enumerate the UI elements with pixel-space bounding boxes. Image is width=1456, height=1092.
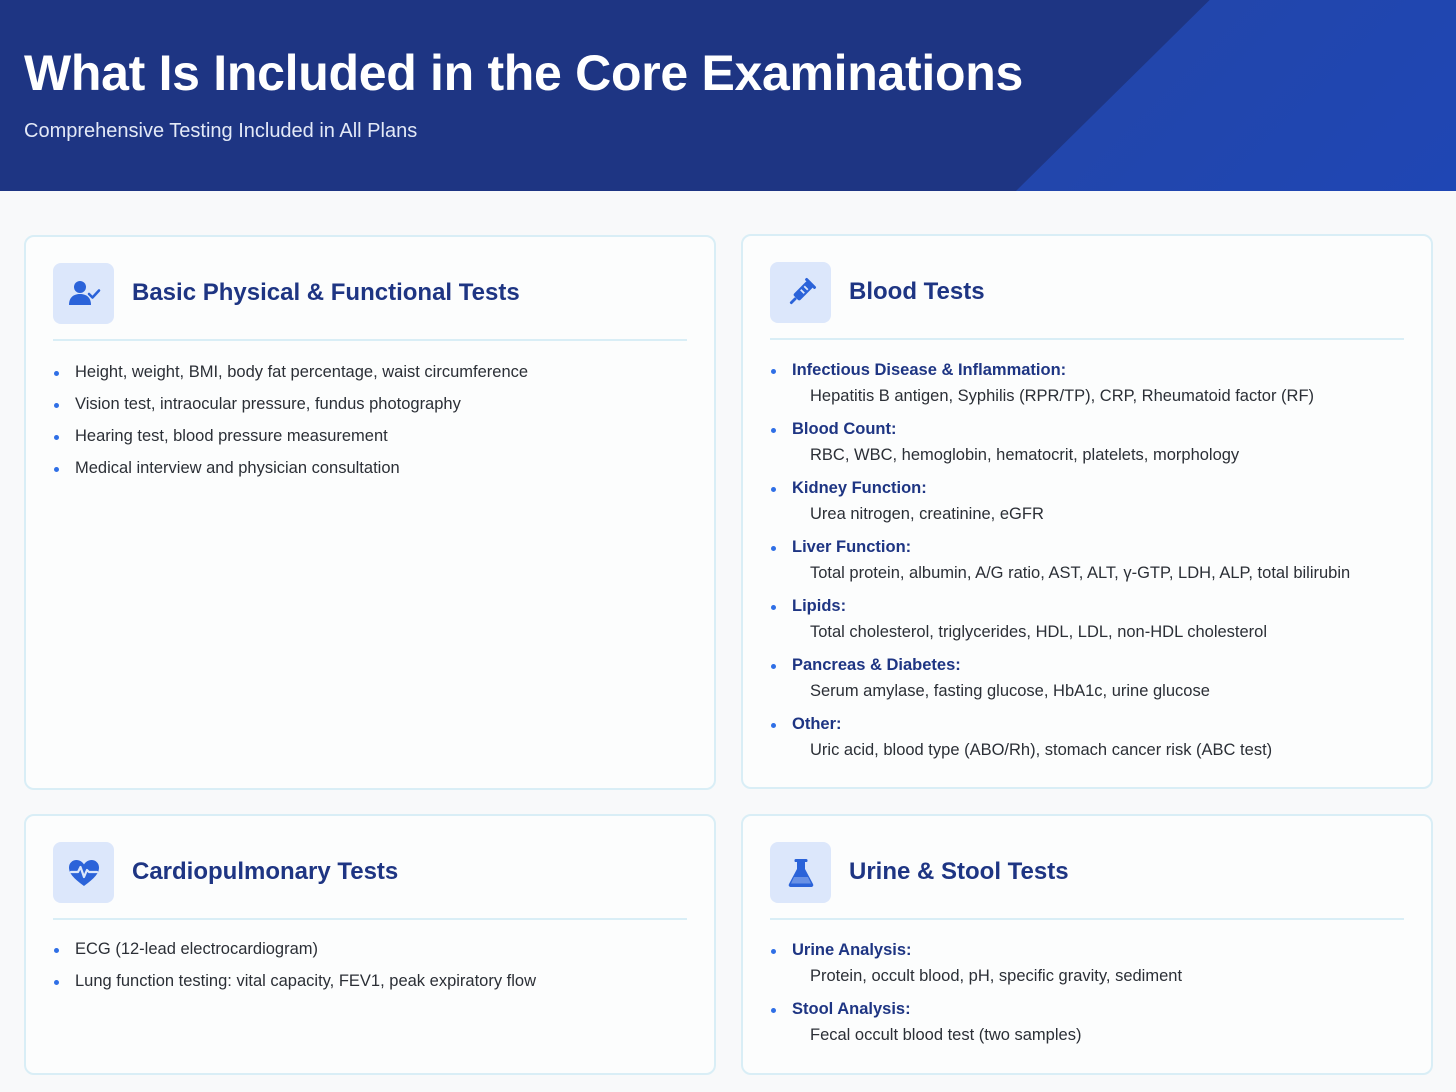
group-items: RBC, WBC, hemoglobin, hematocrit, platelets, morphology <box>810 446 1240 464</box>
user-check-icon <box>53 263 114 324</box>
test-list <box>53 362 694 490</box>
page-header <box>0 0 1456 191</box>
group-items: Urea nitrogen, creatinine, eGFR <box>810 505 1044 523</box>
list-item <box>770 714 1411 773</box>
card-header <box>53 263 687 341</box>
list-item: Vision test, intraocular pressure, fundus photography <box>53 394 694 426</box>
syringe-icon <box>770 262 831 323</box>
list-item: Height, weight, BMI, body fat percentage, waist circumference <box>53 362 694 394</box>
list-item <box>770 360 1411 419</box>
card-basic-physical <box>24 235 716 790</box>
list-item <box>770 419 1411 478</box>
group-items: Serum amylase, fasting glucose, HbA1c, urine glucose <box>810 682 1210 700</box>
list-item <box>770 999 1411 1058</box>
group-label: Stool Analysis: <box>792 1000 911 1018</box>
group-items: Total protein, albumin, A/G ratio, AST, ALT, γ-GTP, LDH, ALP, total bilirubin <box>810 564 1351 582</box>
group-items: Uric acid, blood type (ABO/Rh), stomach cancer risk (ABC test) <box>810 741 1273 759</box>
group-label: Pancreas & Diabetes: <box>792 656 961 674</box>
group-items: Protein, occult blood, pH, specific gravity, sediment <box>810 967 1183 985</box>
group-label: Liver Function: <box>792 538 912 556</box>
group-items: Hepatitis B antigen, Syphilis (RPR/TP), CRP, Rheumatoid factor (RF) <box>810 387 1315 405</box>
card-header <box>770 262 1404 340</box>
heart-pulse-icon <box>53 842 114 903</box>
group-label: Urine Analysis: <box>792 941 912 959</box>
group-label: Other: <box>792 715 842 733</box>
card-title: Blood Tests <box>849 278 985 305</box>
group-items: Fecal occult blood test (two samples) <box>810 1026 1082 1044</box>
card-header <box>53 842 687 920</box>
list-item: Lung function testing: vital capacity, FEV1, peak expiratory flow <box>53 971 694 1003</box>
card-blood-tests <box>741 234 1433 789</box>
group-label: Blood Count: <box>792 420 897 438</box>
card-title: Cardiopulmonary Tests <box>132 858 399 885</box>
card-title: Urine & Stool Tests <box>849 858 1069 885</box>
test-list <box>53 939 694 1003</box>
flask-icon <box>770 842 831 903</box>
card-urine-stool <box>741 814 1433 1075</box>
card-header <box>770 842 1404 920</box>
test-group-list <box>770 940 1411 1058</box>
card-cardiopulmonary <box>24 814 716 1075</box>
list-item <box>770 596 1411 655</box>
list-item <box>770 940 1411 999</box>
card-title: Basic Physical & Functional Tests <box>132 279 520 306</box>
group-label: Infectious Disease & Inflammation: <box>792 361 1067 379</box>
list-item: Hearing test, blood pressure measurement <box>53 426 694 458</box>
header-accent-shape <box>1016 0 1456 191</box>
list-item <box>770 655 1411 714</box>
page-title: What Is Included in the Core Examinations <box>24 45 1023 101</box>
list-item: Medical interview and physician consultation <box>53 458 694 490</box>
test-group-list <box>770 360 1411 773</box>
list-item: ECG (12-lead electrocardiogram) <box>53 939 694 971</box>
list-item <box>770 537 1411 596</box>
group-label: Lipids: <box>792 597 847 615</box>
list-item <box>770 478 1411 537</box>
group-label: Kidney Function: <box>792 479 927 497</box>
group-items: Total cholesterol, triglycerides, HDL, LDL, non-HDL cholesterol <box>810 623 1268 641</box>
page-subtitle: Comprehensive Testing Included in All Plans <box>24 120 418 142</box>
